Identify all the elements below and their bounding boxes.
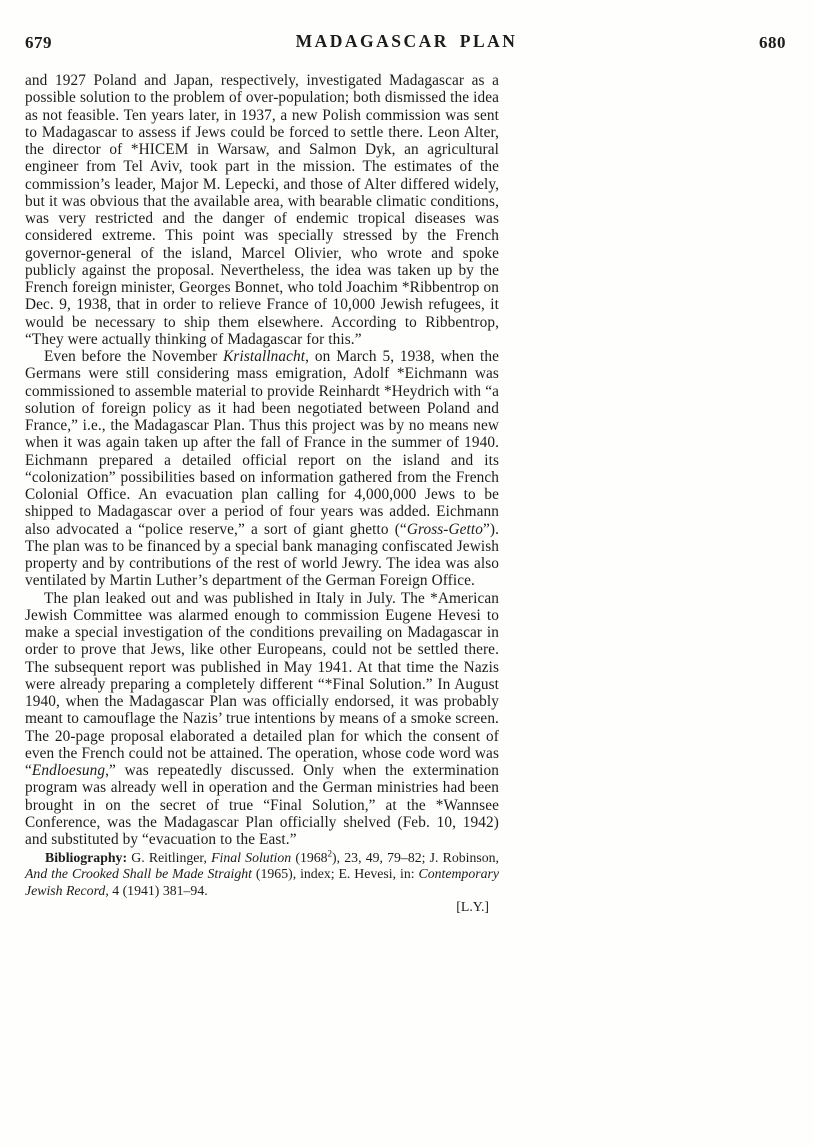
bibliography: Bibliography: G. Reitlinger, Final Solution (1968$^2$), 23, 49, 79–82; J. Robinson, And the Crooked Shall be Made Straight (1965), index; E. Hevesi, in: Contemporary Jewish Record, 4 (1941) 381–94. <box>25 848 499 898</box>
page-number-right: 680 <box>759 33 786 52</box>
article-left-column <box>25 72 499 915</box>
page-number-left: 679 <box>25 33 52 52</box>
running-header-title: MADAGASCAR PLAN <box>295 31 518 51</box>
bibliography-signature: [L.Y.] <box>456 898 489 914</box>
article-paragraph: The plan leaked out and was published in Italy in July. The *American Jewish Committee was alarmed enough to commission Eugene Hevesi to make a special investigation of the conditions prevailing on Madagascar in order to prove that Jews, like other Europeans, could not be settled there. The subsequent report was published in May 1941. At that time the Nazis were already preparing a completely different “*Final Solution.” In August 1940, when the Madagascar Plan was officially endorsed, it was probably meant to camouflage the Nazis’ true intentions by means of a smoke screen. The 20-page proposal elaborated a detailed plan for which the consent of even the French could not be attained. The operation, whose code word was “Endloesung,” was repeatedly discussed. Only when the extermination program was already well in operation and the German ministries had been brought in on the secret of true “Final Solution,” at the *Wannsee Conference, was the Madagascar Plan officially shelved (Feb. 10, 1942) and substituted by “evacuation to the East.” <box>25 589 499 848</box>
article-paragraph: Even before the November Kristallnacht, on March 5, 1938, when the Germans were still considering mass emigration, Adolf *Eichmann was commissioned to assemble material to provide Reinhardt *Heydrich with “a solution of foreign policy as it had been negotiated between Poland and France,” i.e., the Madagascar Plan. Thus this project was by no means new when it was again taken up after the fall of France in the summer of 1940. Eichmann prepared a detailed official report on the island and its “colonization” possibilities based on information gathered from the French Colonial Office. An evacuation plan calling for 4,000,000 Jews to be shipped to Madagascar over a period of four years was added. Eichmann also advocated a “police reserve,” a sort of giant ghetto (“Gross-Getto”). The plan was to be financed by a special bank managing confiscated Jewish property and by contributions of the rest of world Jewry. The idea was also ventilated by Martin Luther’s department of the German Foreign Office. <box>25 348 499 590</box>
article-paragraph: and 1927 Poland and Japan, respectively, investigated Madagascar as a possible solution to the problem of over-population; both dismissed the idea as not feasible. Ten years later, in 1937, a new Polish commission was sent to Madagascar to assess if Jews could be forced to settle there. Leon Alter, the director of *HICEM in Warsaw, and Salmon Dyk, an agricultural engineer from Tel Aviv, took part in the mission. The estimates of the commission’s leader, Major M. Lepecki, and those of Alter differed widely, but it was obvious that the available area, with bearable climatic conditions, was very restricted and the danger of endemic tropical diseases was considered extreme. This point was specially stressed by the French governor-general of the island, Marcel Olivier, who wrote and spoke publicly against the proposal. Nevertheless, the idea was taken up by the French foreign minister, Georges Bonnet, who told Joachim *Ribbentrop on Dec. 9, 1938, that in order to relieve France of 10,000 Jewish refugees, it would be necessary to ship them elsewhere. According to Ribbentrop, “They were actually thinking of Madagascar for this.” <box>25 72 499 348</box>
